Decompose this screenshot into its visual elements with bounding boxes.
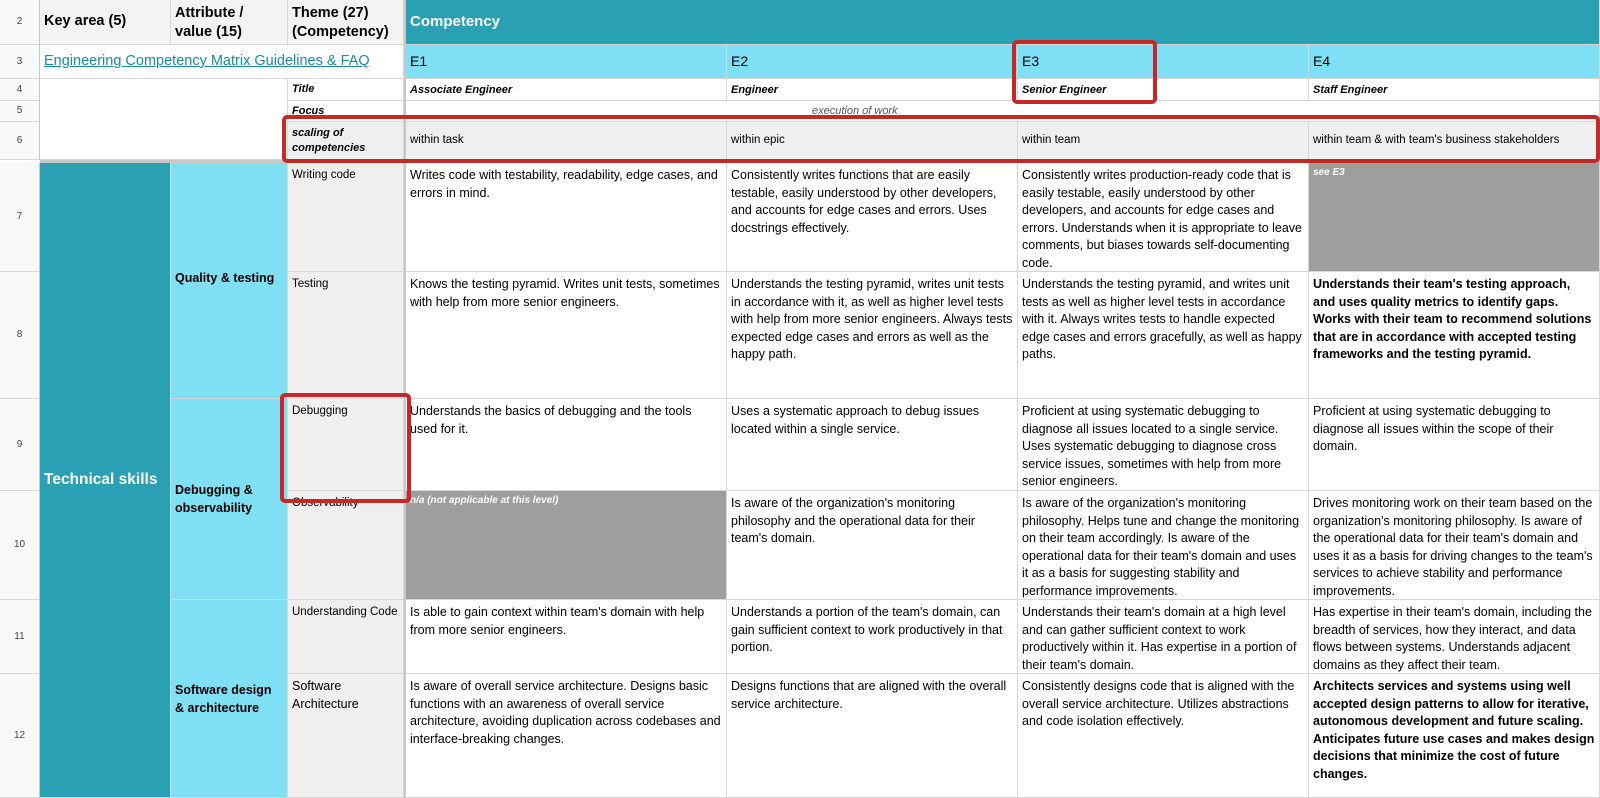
theme-testing[interactable]: Testing <box>288 272 404 399</box>
row-number[interactable]: 8 <box>0 272 40 399</box>
level-header-e1[interactable]: E1 <box>406 45 727 79</box>
testing-e2[interactable]: Understands the testing pyramid, writes unit tests in accordance with it, as well as higher level tests with help from more senior engineers. Always tests expected edge cases and errors as well as the happy path. <box>727 272 1018 399</box>
focus-text: execution of work <box>812 105 898 117</box>
understanding-code-e1[interactable]: Is able to gain context within team's domain with help from more senior engineers. <box>406 600 727 674</box>
key-area-technical-skills[interactable]: Technical skills <box>40 163 171 798</box>
competency-header[interactable]: Competency <box>406 0 1600 45</box>
debugging-e4[interactable]: Proficient at using systematic debugging to diagnose all issues within the scope of their domain. <box>1309 399 1600 491</box>
software-architecture-e1[interactable]: Is aware of overall service architecture. Designs basic functions with an awareness of overall service architecture, avoiding duplication across codebases and interface-breaking changes. <box>406 674 727 798</box>
observability-e2[interactable]: Is aware of the organization's monitoring philosophy and the operational data for their team's domain. <box>727 491 1018 600</box>
row-number[interactable]: 12 <box>0 674 40 798</box>
theme-writing-code[interactable]: Writing code <box>288 163 404 272</box>
understanding-code-e2[interactable]: Understands a portion of the team's domain, can gain sufficient context to work productively in that portion. <box>727 600 1018 674</box>
software-architecture-e3[interactable]: Consistently designs code that is aligned with the overall service architecture. Utilizes abstractions and code isolation effectively. <box>1018 674 1309 798</box>
theme-software-architecture[interactable]: Software Architecture <box>288 674 404 798</box>
title-label[interactable]: Title <box>288 79 404 101</box>
title-e4[interactable]: Staff Engineer <box>1309 79 1600 101</box>
writing-code-e1[interactable]: Writes code with testability, readability, edge cases, and errors in mind. <box>406 163 727 272</box>
row-number[interactable]: 10 <box>0 491 40 600</box>
row-number[interactable]: 11 <box>0 600 40 674</box>
writing-code-e3[interactable]: Consistently writes production-ready code that is easily testable, easily understood by other developers, and accounts for edge cases and errors. Understands when it is appropriate to leave comments, but biases towards self-documenting code. <box>1018 163 1309 272</box>
title-e2[interactable]: Engineer <box>727 79 1018 101</box>
row-number[interactable]: 3 <box>0 45 40 79</box>
testing-e4[interactable]: Understands their team's testing approach, and uses quality metrics to identify gaps. Works with their team to recommend solutions that are in accordance with accepted testing frameworks and the testing pyramid. <box>1309 272 1600 399</box>
row-number[interactable]: 9 <box>0 399 40 491</box>
focus-value[interactable] <box>406 101 1600 122</box>
blank-merged-cell[interactable] <box>40 79 288 160</box>
writing-code-e2[interactable]: Consistently writes functions that are easily testable, easily understood by other developers, and accounts for edge cases and errors. Uses docstrings effectively. <box>727 163 1018 272</box>
attribute-header[interactable]: Attribute / value (15) <box>171 0 288 45</box>
testing-e3[interactable]: Understands the testing pyramid, and writes unit tests as well as higher level tests in accordance with it. Always writes tests to handle expected edge cases and errors gracefully, as well as happy paths. <box>1018 272 1309 399</box>
observability-e3[interactable]: Is aware of the organization's monitoring philosophy. Helps tune and change the monitoring on their team accordingly. Is aware of the operational data for their team's domain and uses it as a basis for suggesting stability and performance improvements. <box>1018 491 1309 600</box>
software-architecture-e4[interactable]: Architects services and systems using well accepted design patterns to allow for iterative, autonomous development and future scaling. Anticipates future use cases and makes design decisions that minimize the cost of future changes. <box>1309 674 1600 798</box>
focus-label[interactable]: Focus <box>288 101 404 122</box>
scaling-e1[interactable]: within task <box>406 122 727 160</box>
debugging-e3[interactable]: Proficient at using systematic debugging to diagnose all issues located to a single service. Uses systematic debugging to diagnose cross service issues, sometimes with help from more senior engineers. <box>1018 399 1309 491</box>
row-number[interactable]: 6 <box>0 122 40 160</box>
theme-understanding-code[interactable]: Understanding Code <box>288 600 404 674</box>
scaling-e2[interactable]: within epic <box>727 122 1018 160</box>
row-number[interactable]: 5 <box>0 101 40 122</box>
testing-e1[interactable]: Knows the testing pyramid. Writes unit tests, sometimes with help from more senior engineers. <box>406 272 727 399</box>
row-number[interactable]: 2 <box>0 0 40 45</box>
debugging-e2[interactable]: Uses a systematic approach to debug issues located within a single service. <box>727 399 1018 491</box>
guidelines-cell[interactable] <box>40 45 404 79</box>
level-header-e2[interactable]: E2 <box>727 45 1018 79</box>
understanding-code-e3[interactable]: Understands their team's domain at a high level and can gather sufficient context to work productively within it. Has expertise in a portion of their team's domain. <box>1018 600 1309 674</box>
observability-e4[interactable]: Drives monitoring work on their team based on the organization's monitoring philosophy. Is aware of the operational data for their team's domain and uses it as a basis for driving changes to the team's services to achieve stability and performance improvements. <box>1309 491 1600 600</box>
attribute-debugging-observability[interactable]: Debugging & observability <box>171 399 288 600</box>
scaling-label[interactable]: scaling of competencies <box>288 122 404 160</box>
guidelines-link[interactable]: Engineering Competency Matrix Guidelines & FAQ <box>44 52 370 69</box>
software-architecture-e2[interactable]: Designs functions that are aligned with the overall service architecture. <box>727 674 1018 798</box>
title-e3[interactable]: Senior Engineer <box>1018 79 1309 101</box>
theme-header[interactable]: Theme (27) (Competency) <box>288 0 404 45</box>
scaling-e3[interactable]: within team <box>1018 122 1309 160</box>
attribute-quality-testing[interactable]: Quality & testing <box>171 163 288 399</box>
theme-debugging[interactable]: Debugging <box>288 399 404 491</box>
attribute-software-design[interactable]: Software design & architecture <box>171 600 288 798</box>
key-area-header[interactable]: Key area (5) <box>40 0 171 45</box>
understanding-code-e4[interactable]: Has expertise in their team's domain, including the breadth of services, how they interact, and data flows between systems. Understands adjacent domains as they affect their team. <box>1309 600 1600 674</box>
row-number[interactable]: 7 <box>0 163 40 272</box>
debugging-e1[interactable]: Understands the basics of debugging and the tools used for it. <box>406 399 727 491</box>
writing-code-e4[interactable]: see E3 <box>1309 163 1600 272</box>
level-header-e3[interactable]: E3 <box>1018 45 1309 79</box>
theme-observability[interactable]: Observability <box>288 491 404 600</box>
row-number[interactable]: 4 <box>0 79 40 101</box>
level-header-e4[interactable]: E4 <box>1309 45 1600 79</box>
title-e1[interactable]: Associate Engineer <box>406 79 727 101</box>
observability-e1[interactable]: n/a (not applicable at this level) <box>406 491 727 600</box>
scaling-e4[interactable]: within team & with team's business stakeholders <box>1309 122 1600 160</box>
